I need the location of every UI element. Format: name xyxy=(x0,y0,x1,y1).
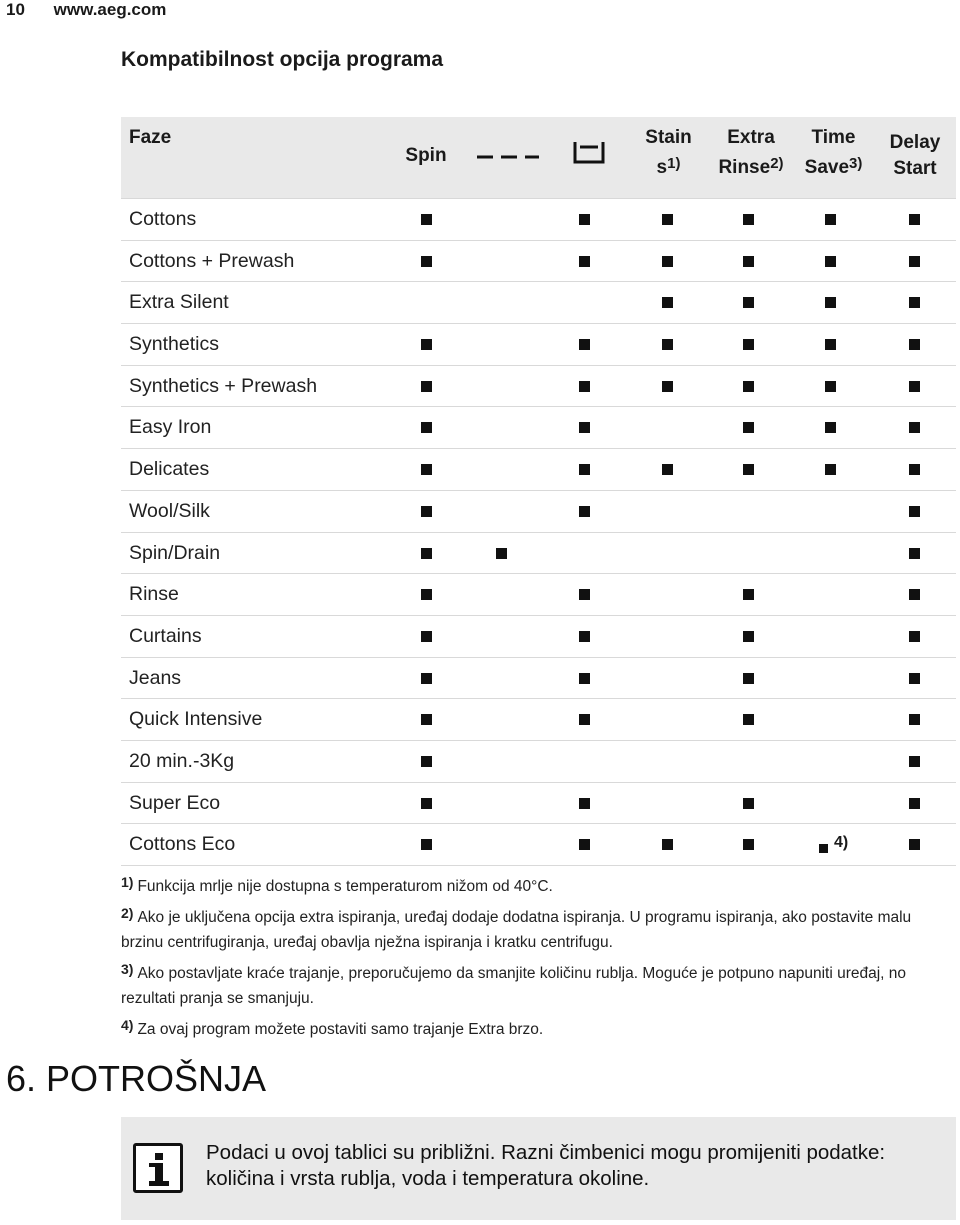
compatibility-mark xyxy=(579,673,590,684)
compatibility-mark xyxy=(909,631,920,642)
compatibility-mark xyxy=(421,339,432,350)
compatibility-mark xyxy=(825,214,836,225)
info-box xyxy=(121,1117,956,1220)
compatibility-mark xyxy=(579,714,590,725)
compatibility-mark xyxy=(743,339,754,350)
compatibility-mark xyxy=(579,631,590,642)
table-row xyxy=(121,491,956,533)
compatibility-mark xyxy=(421,256,432,267)
compatibility-mark xyxy=(743,589,754,600)
program-name: Synthetics xyxy=(129,333,219,356)
compatibility-mark xyxy=(909,798,920,809)
footnote-2: 2) Ako je uključena opcija extra ispiranja, uređaj dodaje dodatna ispiranja. U programu ispiranja, ako postavite malu brzinu centrifugiranja, uređaj obavlja nježna ispiranja i kratku centrifugu. xyxy=(121,905,912,951)
table-row xyxy=(121,282,956,324)
program-name: Cottons xyxy=(129,208,197,230)
info-text: Podaci u ovoj tablici su približni. Razni čimbenici mogu promijeniti podatke: količina i vrsta rublja, voda i temperatura okoline. xyxy=(206,1141,886,1190)
program-name: Cottons Eco xyxy=(129,833,236,856)
compatibility-mark xyxy=(909,506,920,517)
table-row xyxy=(121,741,956,783)
table-body xyxy=(121,199,956,866)
program-name: Quick Intensive xyxy=(129,708,263,731)
header-faze: Faze xyxy=(129,127,172,148)
compatibility-mark xyxy=(579,506,590,517)
table-row xyxy=(121,824,956,866)
header-stains: Stain $s^{1)}$ xyxy=(645,127,692,178)
compatibility-mark xyxy=(579,839,590,850)
compatibility-mark xyxy=(662,256,673,267)
header-time-save: Time Save$^{3)}$ xyxy=(804,127,863,178)
compatibility-mark xyxy=(909,422,920,433)
program-name: Wool/Silk xyxy=(129,499,210,522)
table-row xyxy=(121,449,956,491)
compatibility-mark xyxy=(662,297,673,308)
table-row xyxy=(121,574,956,616)
program-name: Synthetics + Prewash xyxy=(129,374,318,397)
program-name: Jeans xyxy=(129,666,182,689)
compatibility-mark xyxy=(579,339,590,350)
compatibility-mark xyxy=(743,422,754,433)
compatibility-mark xyxy=(579,589,590,600)
footnote-1: 1) Funkcija mrlje nije dostupna s temperaturom nižom od 40°C. xyxy=(121,874,553,895)
compatibility-mark xyxy=(579,256,590,267)
compatibility-mark xyxy=(421,839,432,850)
compatibility-mark xyxy=(421,756,432,767)
dashed-line-icon xyxy=(473,143,543,171)
compatibility-mark xyxy=(496,548,507,559)
compatibility-mark xyxy=(579,464,590,475)
compatibility-mark xyxy=(421,798,432,809)
compatibility-mark xyxy=(421,464,432,475)
compatibility-mark xyxy=(421,714,432,725)
compatibility-mark xyxy=(909,464,920,475)
compatibility-mark xyxy=(421,673,432,684)
compatibility-mark xyxy=(743,673,754,684)
chapter-title: 6. POTROŠNJA xyxy=(6,1058,267,1099)
compatibility-mark xyxy=(909,839,920,850)
compatibility-mark xyxy=(579,798,590,809)
table-row xyxy=(121,324,956,366)
compatibility-mark xyxy=(825,339,836,350)
footnotes xyxy=(121,870,956,1044)
compatibility-mark xyxy=(825,256,836,267)
compatibility-mark xyxy=(909,381,920,392)
info-icon xyxy=(133,1143,183,1193)
table-row xyxy=(121,407,956,449)
compatibility-mark xyxy=(421,631,432,642)
compatibility-mark xyxy=(662,464,673,475)
compatibility-mark xyxy=(579,422,590,433)
program-name: 20 min.-3Kg xyxy=(129,749,235,772)
compatibility-table xyxy=(121,117,956,866)
table-row xyxy=(121,616,956,658)
table-header xyxy=(121,117,956,199)
compatibility-mark xyxy=(743,714,754,725)
compatibility-mark xyxy=(421,214,432,225)
program-name: Extra Silent xyxy=(129,291,229,314)
header-spin: Spin xyxy=(405,145,447,166)
compatibility-mark xyxy=(909,589,920,600)
program-name: Cottons + Prewash xyxy=(129,249,295,272)
compatibility-mark xyxy=(909,256,920,267)
compatibility-mark xyxy=(743,214,754,225)
compatibility-mark xyxy=(909,297,920,308)
program-name: Curtains xyxy=(129,624,202,647)
compatibility-mark xyxy=(909,548,920,559)
compatibility-mark xyxy=(743,464,754,475)
program-name: Rinse xyxy=(129,583,179,606)
compatibility-mark xyxy=(662,214,673,225)
table-row xyxy=(121,699,956,741)
page-header xyxy=(6,0,166,20)
compatibility-mark xyxy=(662,839,673,850)
table-row xyxy=(121,366,956,408)
program-name: Super Eco xyxy=(129,791,221,814)
compatibility-mark xyxy=(743,381,754,392)
site-url: www.aeg.com xyxy=(53,0,167,19)
compatibility-mark xyxy=(909,339,920,350)
compatibility-mark xyxy=(421,506,432,517)
compatibility-mark xyxy=(909,756,920,767)
compatibility-mark xyxy=(421,548,432,559)
footnote-3: 3) Ako postavljate kraće trajanje, preporučujemo da smanjite količinu rublja. Moguće je potpuno napuniti uređaj, no rezultati pranja se smanjuju. xyxy=(121,961,907,1007)
compatibility-mark xyxy=(825,381,836,392)
compatibility-mark xyxy=(909,214,920,225)
table-row xyxy=(121,783,956,825)
footnote-4: 4) Za ovaj program možete postaviti samo trajanje Extra brzo. xyxy=(121,1017,544,1038)
compatibility-mark xyxy=(819,844,828,853)
section-title: Kompatibilnost opcija programa xyxy=(121,48,444,71)
compatibility-mark xyxy=(662,381,673,392)
footnote-ref: 4) xyxy=(834,834,849,852)
compatibility-mark xyxy=(825,464,836,475)
compatibility-mark xyxy=(662,339,673,350)
tub-icon xyxy=(569,139,609,173)
program-name: Easy Iron xyxy=(129,416,212,439)
compatibility-mark xyxy=(421,422,432,433)
compatibility-mark xyxy=(579,381,590,392)
table-row xyxy=(121,199,956,241)
compatibility-mark xyxy=(909,714,920,725)
compatibility-mark xyxy=(421,589,432,600)
compatibility-mark xyxy=(743,839,754,850)
compatibility-mark xyxy=(743,297,754,308)
compatibility-mark xyxy=(825,422,836,433)
compatibility-mark xyxy=(825,297,836,308)
table-row xyxy=(121,241,956,283)
table-row xyxy=(121,658,956,700)
compatibility-mark xyxy=(743,631,754,642)
compatibility-mark xyxy=(579,214,590,225)
program-name: Delicates xyxy=(129,458,210,481)
compatibility-mark xyxy=(421,381,432,392)
page-number: 10 xyxy=(6,0,25,19)
compatibility-mark xyxy=(743,798,754,809)
program-name: Spin/Drain xyxy=(129,541,221,564)
compatibility-mark xyxy=(743,256,754,267)
header-extra-rinse: Extra Rinse$^{2)}$ xyxy=(718,127,784,178)
table-row xyxy=(121,533,956,575)
compatibility-mark xyxy=(909,673,920,684)
header-delay-start: Delay Start xyxy=(889,132,941,179)
